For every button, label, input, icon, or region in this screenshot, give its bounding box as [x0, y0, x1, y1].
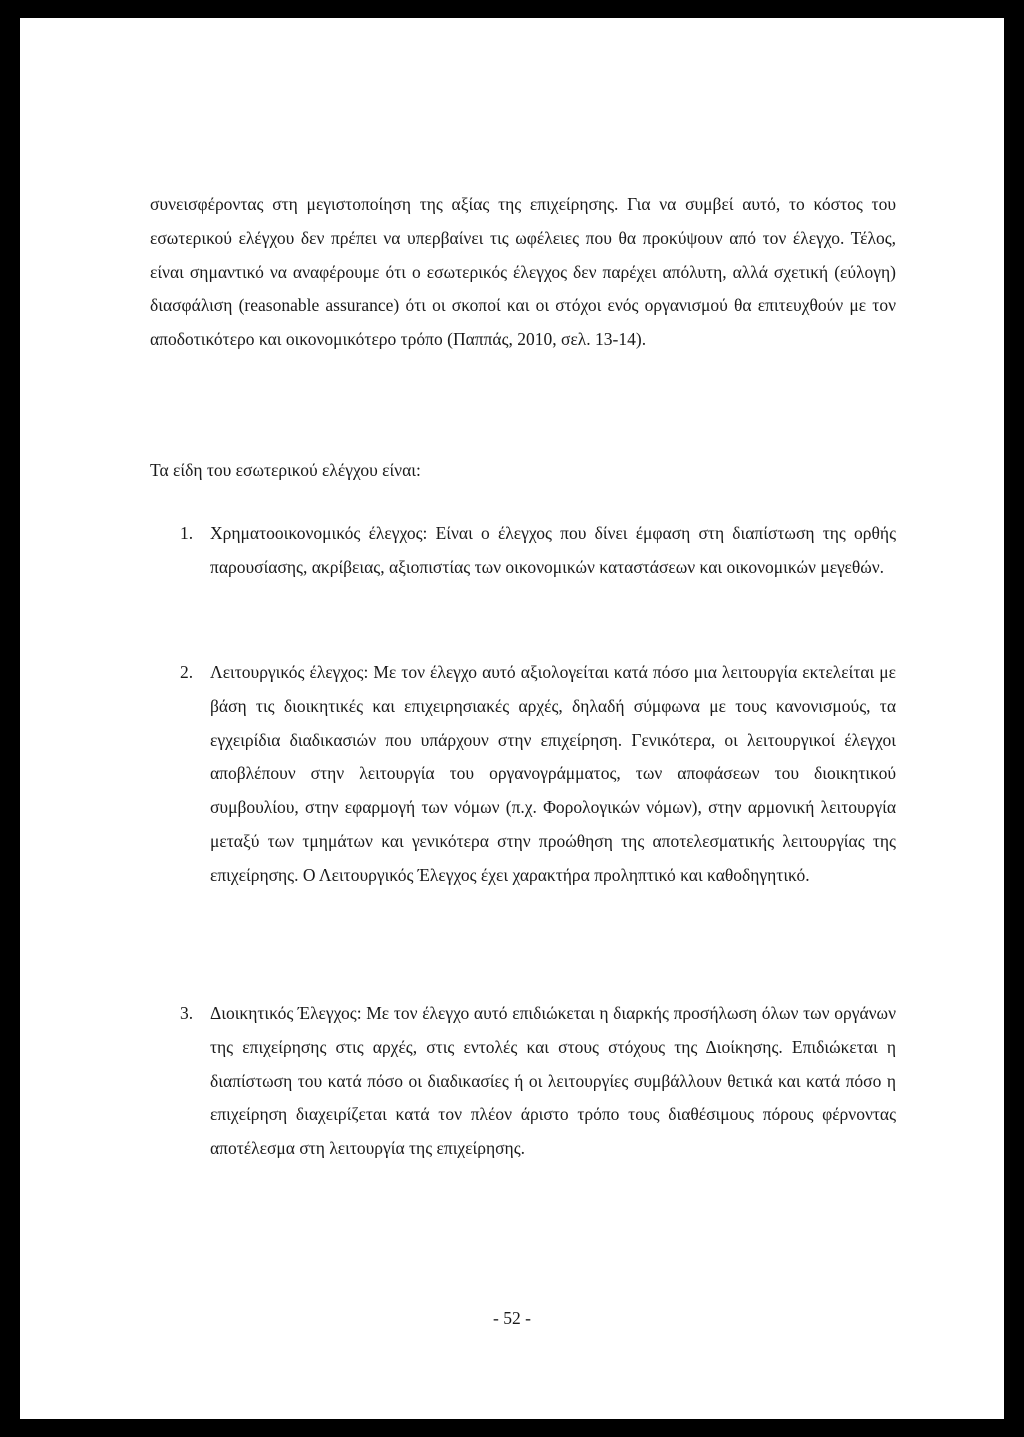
list-item-text: Χρηματοοικονομικός έλεγχος: Είναι ο έλεγχος που δίνει έμφαση στη διαπίστωση της ορθής παρουσίασης, ακρίβειας, αξιοπιστίας των οικονομικών καταστάσεων και οικονομικών μεγεθών.: [210, 523, 896, 577]
list-item-operational-control: [150, 656, 896, 893]
document-page: [20, 18, 1004, 1419]
list-item-number: 3.: [180, 1003, 194, 1023]
intro-paragraph: συνεισφέροντας στη μεγιστοποίηση της αξίας της επιχείρησης. Για να συμβεί αυτό, το κόστος του εσωτερικού ελέγχου δεν πρέπει να υπερβαίνει τις ωφέλειες που θα προκύψουν από τον έλεγχο. Τέλος, είναι σημαντικό να αναφέρουμε ότι ο εσωτερικός έλεγχος δεν παρέχει απόλυτη, αλλά σχετική (εύλογη) διασφάλιση (reasonable assurance) ότι οι σκοποί και οι στόχοι ενός οργανισμού θα επιτευχθούν με τον αποδοτικότερο και οικονομικότερο τρόπο (Παππάς, 2010, σελ. 13-14).: [150, 194, 896, 350]
list-item-number: 1.: [180, 523, 194, 543]
list-item-text: Διοικητικός Έλεγχος: Με τον έλεγχο αυτό επιδιώκεται η διαρκής προσήλωση όλων των οργάνων της επιχείρησης στις αρχές, στις εντολές και στους στόχους της Διοίκησης. Επιδιώκεται η διαπίστωση του κατά πόσο οι διαδικασίες ή οι λειτουργίες συμβάλλουν θετικά και κατά πόσο η επιχείρηση διαχειρίζεται κατά τον πλέον άριστο τρόπο τους διαθέσιμους πόρους φέρνοντας αποτέλεσμα στη λειτουργία της επιχείρησης.: [210, 1003, 896, 1159]
list-item-text: Λειτουργικός έλεγχος: Με τον έλεγχο αυτό αξιολογείται κατά πόσο μια λειτουργία εκτελείται με βάση τις διοικητικές και επιχειρησιακές αρχές, δηλαδή σύμφωνα με τους κανονισμούς, τα εγχειρίδια διαδικασιών που υπάρχουν στην επιχείρηση. Γενικότερα, οι λειτουργικοί έλεγχοι αποβλέπουν στην λειτουργία του οργανογράμματος, των αποφάσεων του διοικητικού συμβουλίου, στην εφαρμογή των νόμων (π.χ. Φορολογικών νόμων), στην αρμονική λειτουργία μεταξύ των τμημάτων και γενικότερα στην προώθηση της αποτελεσματικής λειτουργίας της επιχείρησης. Ο Λειτουργικός Έλεγχος έχει χαρακτήρα προληπτικό και καθοδηγητικό.: [210, 662, 896, 885]
page-number: - 52 -: [493, 1308, 531, 1328]
types-heading: Τα είδη του εσωτερικού ελέγχου είναι:: [150, 460, 421, 480]
list-item-number: 2.: [180, 662, 194, 682]
list-item-administrative-control: [150, 997, 896, 1166]
list-item-financial-control: [150, 517, 896, 585]
